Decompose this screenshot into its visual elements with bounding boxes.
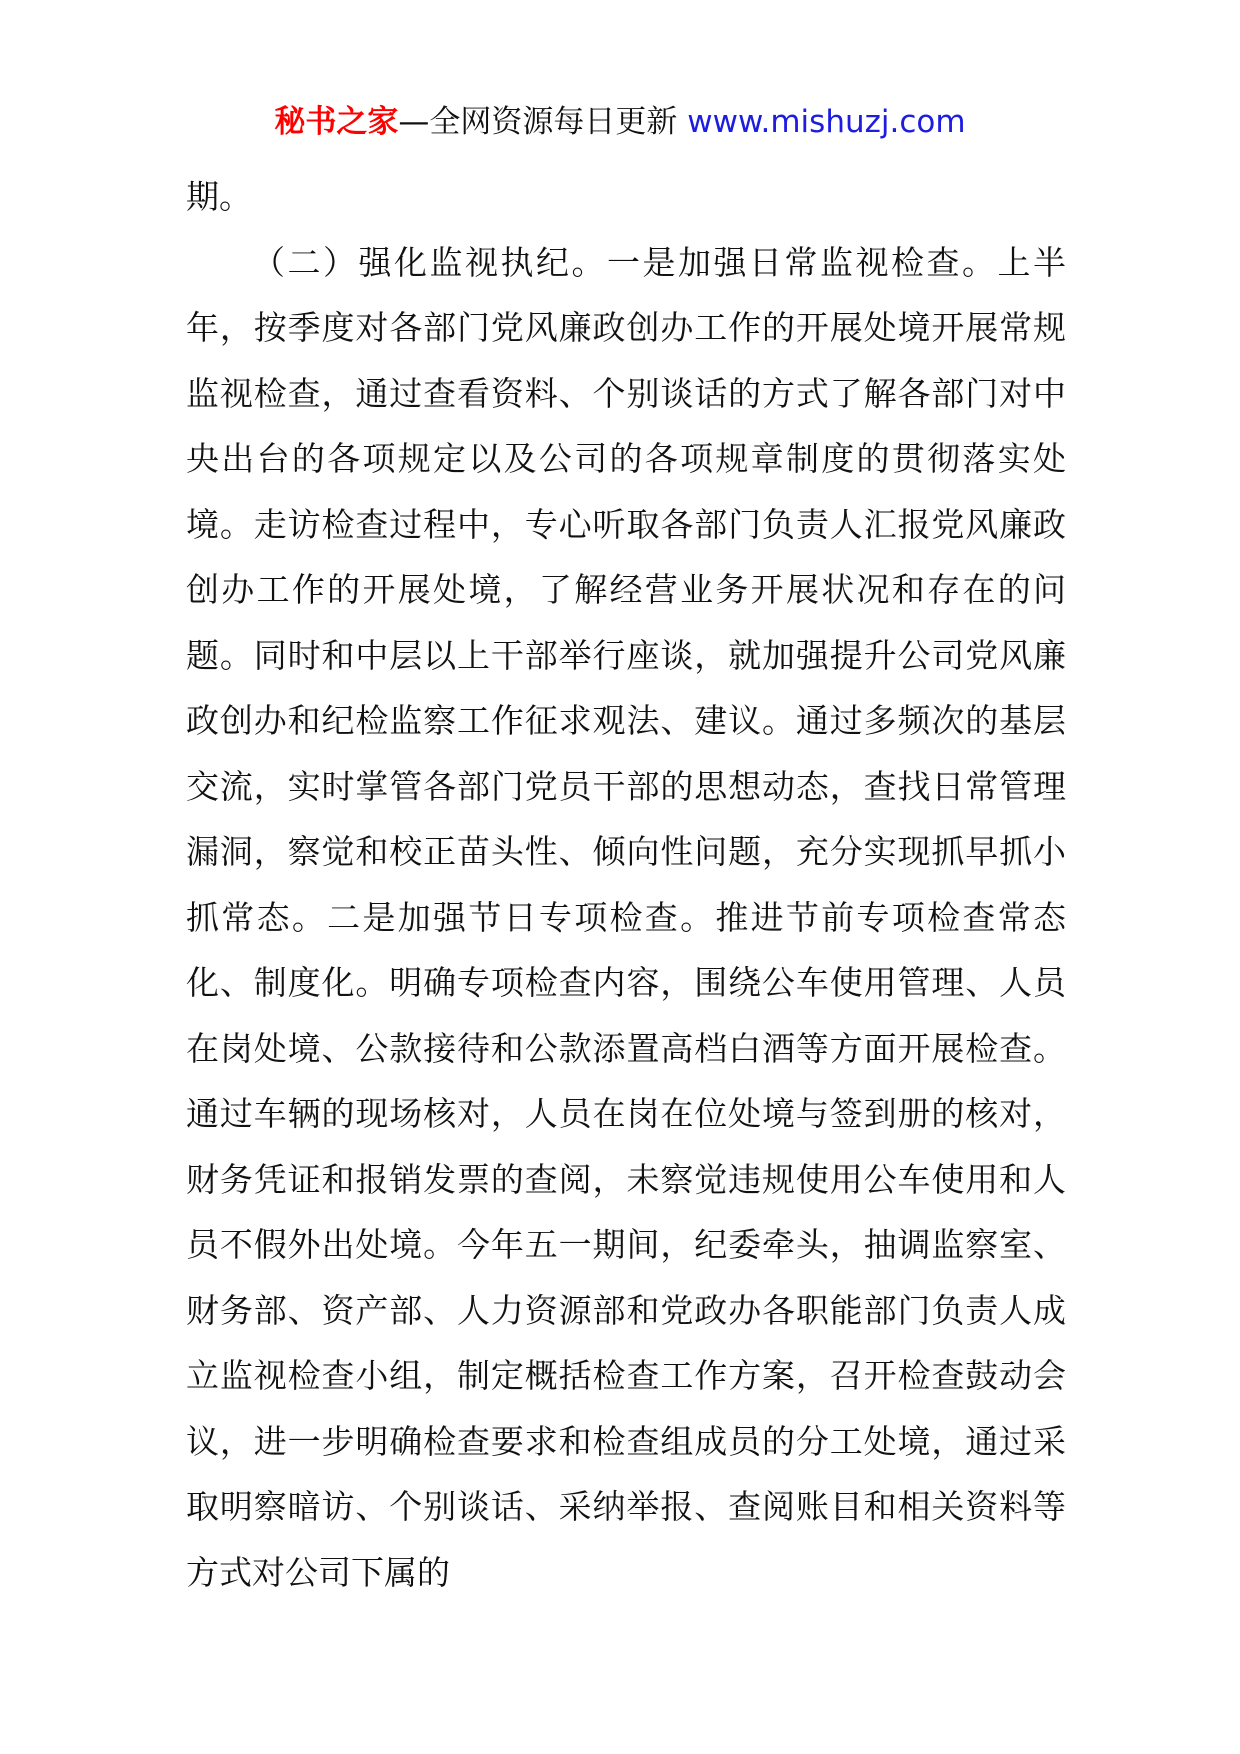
header-tagline: —全网资源每日更新 (398, 104, 688, 140)
paragraph-supervision: （二）强化监视执纪。一是加强日常监视检查。上半年，按季度对各部门党风廉政创办工作的开展处境开展常规监视检查，通过查看资料、个别谈话的方式了解各部门对中央出台的各项规定以及公司的各项规章制度的贯彻落实处境。走访检查过程中，专心听取各部门负责人汇报党风廉政创办工作的开展处境，了解经营业务开展状况和存在的问题。同时和中层以上干部举行座谈，就加强提升公司党风廉政创办和纪检监察工作征求观法、建议。通过多频次的基层交流，实时掌管各部门党员干部的思想动态，查找日常管理漏洞，察觉和校正苗头性、倾向性问题，充分实现抓早抓小抓常态。二是加强节日专项检查。推进节前专项检查常态化、制度化。明确专项检查内容，围绕公车使用管理、人员在岗处境、公款接待和公款添置高档白酒等方面开展检查。通过车辆的现场核对，人员在岗在位处境与签到册的核对，财务凭证和报销发票的查阅，未察觉违规使用公车使用和人员不假外出处境。今年五一期间，纪委牵头，抽调监察室、财务部、资产部、人力资源部和党政办各职能部门负责人成立监视检查小组，制定概括检查工作方案，召开检查鼓动会议，进一步明确检查要求和检查组成员的分工处境，通过采取明察暗访、个别谈话、采纳举报、查阅账目和相关资料等方式对公司下属的 (186, 242, 1066, 1592)
brand-name: 秘书之家 (274, 104, 399, 140)
site-url-link[interactable]: www.mishuzj.com (687, 104, 966, 140)
paragraph-continuation: 期。 (186, 177, 252, 216)
page-header (0, 100, 1240, 144)
document-body (186, 164, 1066, 1605)
